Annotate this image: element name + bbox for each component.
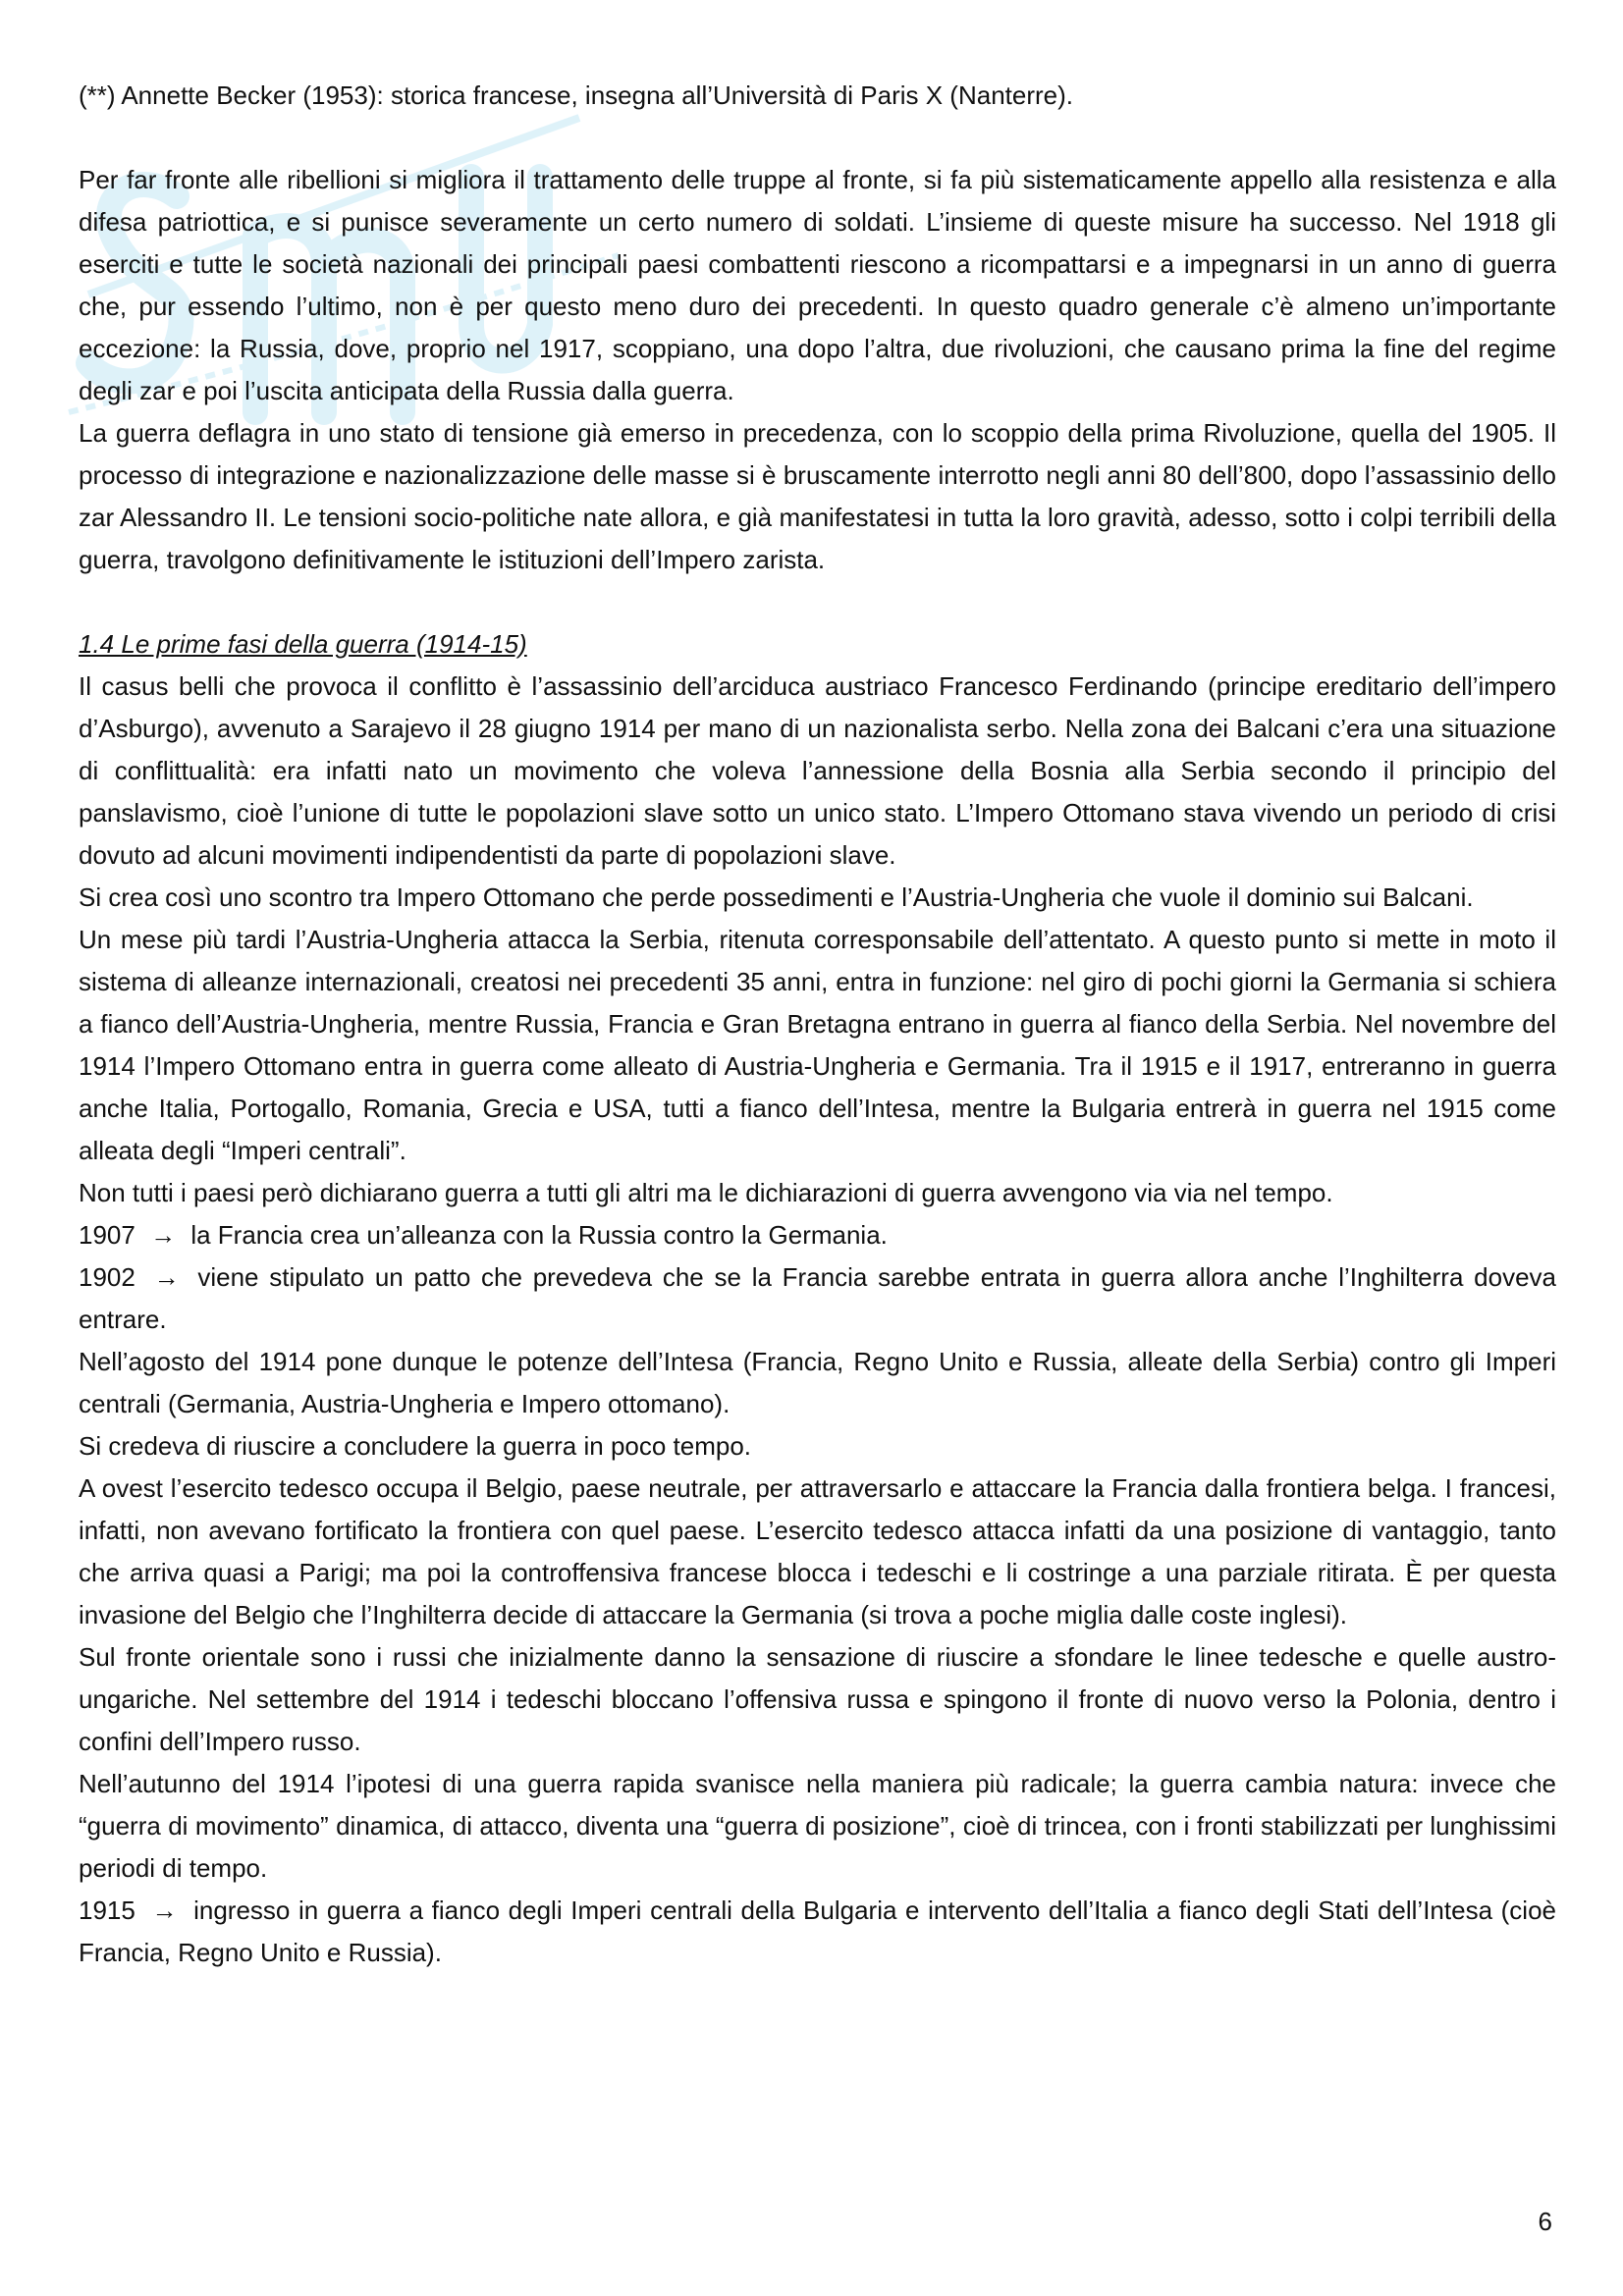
timeline-entry-1902 [79, 1256, 1556, 1341]
paragraph: Un mese più tardi l’Austria-Ungheria attacca la Serbia, ritenuta corresponsabile dell’attentato. A questo punto si mette in moto il sistema di alleanze internazionali, creatosi nei precedenti 35 anni, entra in funzione: nel giro di pochi giorni la Germania si schiera a fianco dell’Austria-Ungheria, mentre Russia, Francia e Gran Bretagna entrano in guerra al fianco della Serbia. Nel novembre del 1914 l’Impero Ottomano entra in guerra come alleato di Austria-Ungheria e Germania. Tra il 1915 e il 1917, entreranno in guerra anche Italia, Portogallo, Romania, Grecia e USA, tutti a fianco dell’Intesa, mentre la Bulgaria entrerà in guerra nel 1915 come alleata degli “Imperi centrali”. [79, 925, 1556, 1165]
timeline-text: ingresso in guerra a fianco degli Imperi centrali della Bulgaria e intervento dell’Italia a fianco degli Stati dell’Intesa (cioè Francia, Regno Unito e Russia). [79, 1896, 1556, 1967]
arrow-right-icon: → [150, 1220, 177, 1250]
paragraph: A ovest l’esercito tedesco occupa il Belgio, paese neutrale, per attraversarlo e attaccare la Francia dalla frontiera belga. I francesi, infatti, non avevano fortificato la frontiera con quel paese. L’esercito tedesco attacca infatti da una posizione di vantaggio, tanto che arriva quasi a Parigi; ma poi la controffensiva francese blocca i tedeschi e li costringe a una parziale ritirata. È per questa invasione del Belgio che l’Inghilterra decide di attaccare la Germania (si trova a poche miglia dalle coste inglesi). [79, 1473, 1556, 1629]
arrow-right-icon: → [153, 1262, 180, 1292]
arrow-right-icon: → [151, 1896, 178, 1925]
page-number: 6 [1538, 2207, 1552, 2236]
timeline-entry-1907 [79, 1214, 1556, 1256]
footnote: (**) Annette Becker (1953): storica francese, insegna all’Università di Paris X (Nanterre). [79, 80, 1073, 110]
timeline-year: 1907 [79, 1220, 135, 1250]
section-heading: 1.4 Le prime fasi della guerra (1914-15) [79, 629, 527, 659]
spacer [79, 581, 1556, 623]
paragraph: Nell’agosto del 1914 pone dunque le potenze dell’Intesa (Francia, Regno Unito e Russia, alleate della Serbia) contro gli Imperi centrali (Germania, Austria-Ungheria e Impero ottomano). [79, 1347, 1556, 1418]
paragraph: Si crea così uno scontro tra Impero Ottomano che perde possedimenti e l’Austria-Ungheria che vuole il dominio sui Balcani. [79, 882, 1474, 912]
timeline-entry-1915 [79, 1890, 1556, 1974]
paragraph: Si credeva di riuscire a concludere la guerra in poco tempo. [79, 1431, 752, 1461]
paragraph: Per far fronte alle ribellioni si migliora il trattamento delle truppe al fronte, si fa più sistematicamente appello alla resistenza e alla difesa patriottica, e si punisce severamente un certo numero di soldati. L’insieme di queste misure ha successo. Nel 1918 gli eserciti e tutte le società nazionali dei principali paesi combattenti riescono a ricompattarsi e a impegnarsi in un anno di guerra che, pur essendo l’ultimo, non è per questo meno duro dei precedenti. In questo quadro generale c’è almeno un’importante eccezione: la Russia, dove, proprio nel 1917, scoppiano, una dopo l’altra, due rivoluzioni, che causano prima la fine del regime degli zar e poi l’uscita anticipata della Russia dalla guerra. [79, 165, 1556, 405]
document-body [79, 75, 1556, 1974]
timeline-text: la Francia crea un’alleanza con la Russia contro la Germania. [190, 1220, 888, 1250]
paragraph: Il casus belli che provoca il conflitto è l’assassinio dell’arciduca austriaco Francesco Ferdinando (principe ereditario dell’impero d’Asburgo), avvenuto a Sarajevo il 28 giugno 1914 per mano di un nazionalista serbo. Nella zona dei Balcani c’era una situazione di conflittualità: era infatti nato un movimento che voleva l’annessione della Bosnia alla Serbia secondo il principio del panslavismo, cioè l’unione di tutte le popolazioni slave sotto un unico stato. L’Impero Ottomano stava vivendo un periodo di crisi dovuto ad alcuni movimenti indipendentisti da parte di popolazioni slave. [79, 671, 1556, 870]
spacer [79, 117, 1556, 159]
paragraph: Sul fronte orientale sono i russi che inizialmente danno la sensazione di riuscire a sfondare le linee tedesche e quelle austro-ungariche. Nel settembre del 1914 i tedeschi bloccano l’offensiva russa e spingono il fronte di nuovo verso la Polonia, dentro i confini dell’Impero russo. [79, 1642, 1556, 1756]
timeline-text: viene stipulato un patto che prevedeva che se la Francia sarebbe entrata in guerra allora anche l’Inghilterra doveva entrare. [79, 1262, 1556, 1334]
paragraph: La guerra deflagra in uno stato di tensione già emerso in precedenza, con lo scoppio della prima Rivoluzione, quella del 1905. Il processo di integrazione e nazionalizzazione delle masse si è bruscamente interrotto negli anni 80 dell’800, dopo l’assassinio dello zar Alessandro II. Le tensioni socio-politiche nate allora, e già manifestatesi in tutta la loro gravità, adesso, sotto i colpi terribili della guerra, travolgono definitivamente le istituzioni dell’Impero zarista. [79, 418, 1556, 574]
timeline-year: 1915 [79, 1896, 135, 1925]
timeline-year: 1902 [79, 1262, 135, 1292]
paragraph: Nell’autunno del 1914 l’ipotesi di una guerra rapida svanisce nella maniera più radicale; la guerra cambia natura: invece che “guerra di movimento” dinamica, di attacco, diventa una “guerra di posizione”, cioè di trincea, con i fronti stabilizzati per lunghissimi periodi di tempo. [79, 1769, 1556, 1883]
paragraph: Non tutti i paesi però dichiarano guerra a tutti gli altri ma le dichiarazioni di guerra avvengono via via nel tempo. [79, 1178, 1333, 1207]
